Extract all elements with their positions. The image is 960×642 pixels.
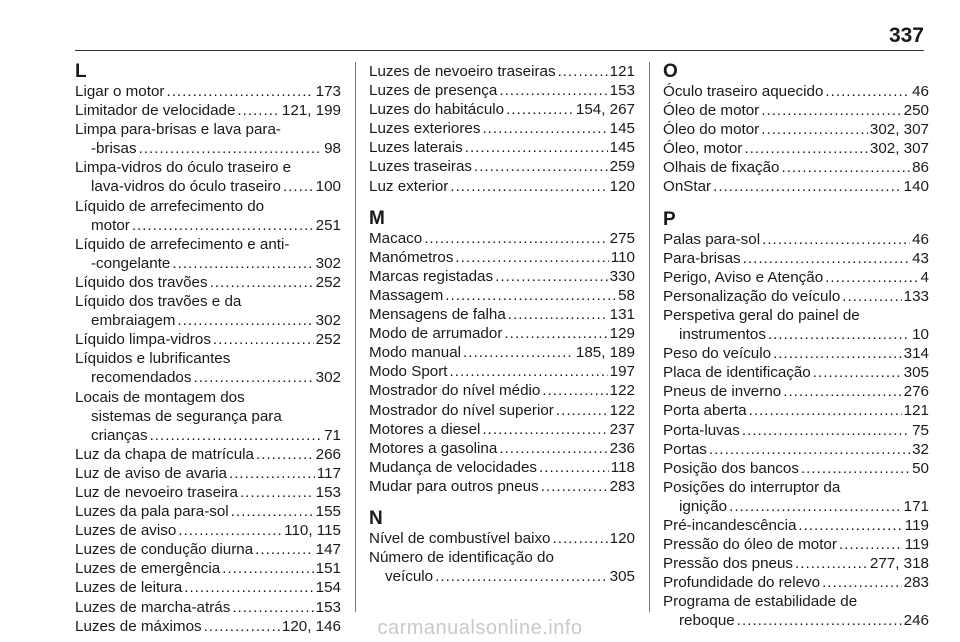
dot-leader bbox=[231, 502, 314, 521]
dot-leader bbox=[825, 268, 918, 287]
index-column-3 bbox=[663, 62, 929, 631]
entry-page-ref: 250 bbox=[903, 102, 929, 120]
entry-page-ref: 153 bbox=[609, 82, 635, 100]
index-entry bbox=[75, 273, 341, 292]
entry-label: Luzes de nevoeiro traseiras bbox=[369, 63, 556, 80]
page-number: 337 bbox=[888, 24, 924, 47]
entry-label: Óculo traseiro aquecido bbox=[663, 83, 824, 100]
entry-page-ref: 173 bbox=[315, 83, 341, 100]
dot-leader bbox=[445, 286, 616, 305]
dot-leader bbox=[773, 344, 902, 363]
entry-label-line: Número de identificação do bbox=[369, 549, 554, 567]
entry-label: Personalização do veículo bbox=[663, 287, 841, 305]
entry-page-ref: 151 bbox=[315, 560, 341, 578]
entry-label-line: sistemas de segurança para bbox=[91, 407, 282, 425]
index-entry bbox=[75, 330, 341, 349]
index-entry bbox=[75, 502, 341, 521]
entry-label: instrumentos bbox=[679, 326, 766, 344]
index-entry bbox=[663, 287, 929, 306]
entry-page-ref: 32 bbox=[912, 440, 929, 458]
entry-label: Luzes traseiras bbox=[369, 158, 472, 176]
entry-page-ref: 154 bbox=[315, 579, 341, 597]
index-entry bbox=[369, 439, 635, 458]
entry-page-ref: 283 bbox=[609, 477, 635, 495]
dot-leader bbox=[744, 139, 868, 158]
entry-page-ref: 121 bbox=[903, 402, 929, 420]
entry-page-ref: 302 bbox=[315, 254, 341, 272]
dot-leader bbox=[801, 459, 910, 478]
dot-leader bbox=[283, 177, 314, 196]
entry-page-ref: 117 bbox=[316, 464, 341, 482]
index-entry bbox=[75, 464, 341, 483]
index-entry bbox=[369, 529, 635, 548]
entry-page-ref: 110 bbox=[610, 248, 635, 266]
index-entry bbox=[369, 305, 635, 324]
dot-leader bbox=[178, 521, 282, 540]
entry-page-ref: 330 bbox=[609, 267, 635, 285]
dot-leader bbox=[504, 324, 607, 343]
entry-label: Luz da chapa de matrícula bbox=[75, 445, 254, 463]
index-entry bbox=[75, 120, 341, 158]
entry-page-ref: 252 bbox=[315, 273, 341, 291]
entry-label: reboque bbox=[679, 612, 735, 630]
index-entry bbox=[369, 420, 635, 439]
index-entry bbox=[369, 267, 635, 286]
dot-leader bbox=[424, 229, 607, 248]
entry-page-ref: 133 bbox=[903, 287, 929, 305]
column-divider bbox=[355, 62, 356, 612]
entry-page-ref: 120, 146 bbox=[281, 617, 341, 635]
entry-label: Pneus de inverno bbox=[663, 383, 782, 401]
entry-page-ref: 302, 307 bbox=[869, 121, 929, 139]
entry-label: Profundidade do relevo bbox=[663, 574, 821, 592]
entry-page-ref: 145 bbox=[609, 120, 635, 138]
index-entry bbox=[369, 138, 635, 157]
dot-leader bbox=[729, 497, 902, 516]
entry-label: Pré-incandescência bbox=[663, 516, 797, 534]
entry-label: Luzes laterais bbox=[369, 139, 463, 157]
entry-label-line: Locais de montagem dos bbox=[75, 388, 245, 406]
index-entry bbox=[663, 101, 929, 120]
entry-page-ref: 302 bbox=[315, 312, 341, 330]
entry-label-line: Limpa para-brisas e lava para- bbox=[75, 121, 281, 139]
index-entry bbox=[369, 100, 635, 119]
index-entry bbox=[663, 344, 929, 363]
dot-leader bbox=[237, 101, 279, 120]
entry-page-ref: 275 bbox=[609, 229, 635, 247]
entry-page-ref: 10 bbox=[912, 326, 929, 344]
index-entry bbox=[663, 535, 929, 554]
entry-label: Manómetros bbox=[369, 248, 454, 266]
dot-leader bbox=[713, 177, 902, 196]
index-entry bbox=[75, 197, 341, 235]
entry-label-line: Perspetiva geral do painel de bbox=[663, 306, 860, 324]
dot-leader bbox=[761, 101, 901, 120]
index-column-2 bbox=[369, 62, 635, 586]
entry-label: Peso do veículo bbox=[663, 345, 772, 363]
entry-page-ref: 246 bbox=[903, 612, 929, 630]
entry-page-ref: 277, 318 bbox=[869, 555, 929, 573]
entry-label: Óleo de motor bbox=[663, 102, 760, 120]
dot-leader bbox=[553, 529, 608, 548]
dot-leader bbox=[762, 230, 910, 249]
dot-leader bbox=[539, 458, 609, 477]
dot-leader bbox=[768, 325, 910, 344]
index-entry bbox=[75, 540, 341, 559]
entry-label: Mudança de velocidades bbox=[369, 458, 538, 476]
index-entry bbox=[369, 381, 635, 400]
dot-leader bbox=[184, 578, 313, 597]
entry-label: Luzes exteriores bbox=[369, 120, 481, 138]
index-entry bbox=[369, 548, 635, 586]
entry-label: Mensagens de falha bbox=[369, 306, 506, 324]
index-entry bbox=[369, 286, 635, 305]
dot-leader bbox=[783, 382, 901, 401]
entry-label: Mudar para outros pneus bbox=[369, 477, 539, 495]
entry-page-ref: 153 bbox=[315, 598, 341, 616]
index-entry bbox=[369, 401, 635, 420]
index-entry bbox=[369, 324, 635, 343]
entry-page-ref: 121 bbox=[609, 63, 635, 80]
index-entry bbox=[663, 306, 929, 344]
entry-page-ref: 302, 307 bbox=[869, 140, 929, 158]
entry-page-ref: 140 bbox=[903, 178, 929, 196]
index-entry bbox=[663, 120, 929, 139]
entry-label: Mostrador do nível médio bbox=[369, 382, 541, 400]
entry-page-ref: 155 bbox=[315, 503, 341, 521]
dot-leader bbox=[166, 82, 313, 101]
index-entry bbox=[663, 230, 929, 249]
index-entry bbox=[75, 101, 341, 120]
entry-page-ref: 86 bbox=[912, 159, 929, 177]
entry-page-ref: 236 bbox=[609, 439, 635, 457]
dot-leader bbox=[172, 254, 313, 273]
index-entry bbox=[663, 382, 929, 401]
entry-label: Luz de nevoeiro traseira bbox=[75, 483, 238, 501]
entry-page-ref: 131 bbox=[609, 306, 635, 324]
entry-label-line: Líquido de arrefecimento e anti- bbox=[75, 235, 290, 253]
entry-label: Porta-luvas bbox=[663, 421, 740, 439]
dot-leader bbox=[193, 368, 313, 387]
dot-leader bbox=[450, 362, 608, 381]
dot-leader bbox=[822, 573, 902, 592]
dot-leader bbox=[222, 559, 313, 578]
entry-label: Luzes de máximos bbox=[75, 617, 202, 635]
entry-page-ref: 252 bbox=[315, 331, 341, 349]
entry-label: Placa de identificação bbox=[663, 364, 811, 382]
section-letter: O bbox=[663, 61, 678, 82]
entry-page-ref: 43 bbox=[912, 249, 929, 267]
section-letter: N bbox=[369, 507, 383, 529]
dot-leader bbox=[798, 516, 902, 535]
entry-label: Motores a diesel bbox=[369, 420, 481, 438]
entry-page-ref: 302 bbox=[315, 369, 341, 387]
dot-leader bbox=[177, 311, 313, 330]
index-entry bbox=[75, 349, 341, 387]
entry-label-line: Limpa-vidros do óculo traseiro e bbox=[75, 159, 292, 177]
entry-page-ref: 50 bbox=[912, 459, 929, 477]
watermark: carmanualsonline.info bbox=[377, 617, 583, 639]
section-letter: L bbox=[75, 61, 87, 82]
entry-page-ref: 58 bbox=[618, 286, 635, 304]
entry-page-ref: 122 bbox=[609, 382, 635, 400]
entry-page-ref: 197 bbox=[609, 363, 635, 381]
dot-leader bbox=[463, 343, 574, 362]
dot-leader bbox=[795, 554, 868, 573]
index-entry bbox=[75, 559, 341, 578]
entry-label: motor bbox=[91, 216, 130, 234]
entry-page-ref: 75 bbox=[912, 421, 929, 439]
dot-leader bbox=[558, 62, 608, 81]
index-entry bbox=[369, 362, 635, 381]
dot-leader bbox=[556, 401, 608, 420]
entry-label: Modo de arrumador bbox=[369, 325, 503, 343]
dot-leader bbox=[742, 421, 910, 440]
entry-label: OnStar bbox=[663, 178, 712, 196]
dot-leader bbox=[450, 177, 607, 196]
entry-page-ref: 100 bbox=[315, 178, 341, 196]
entry-label: -brisas bbox=[91, 140, 137, 158]
dot-leader bbox=[150, 426, 323, 445]
entry-label: Luzes de aviso bbox=[75, 522, 177, 540]
entry-label: ignição bbox=[679, 497, 728, 515]
entry-label-line: Programa de estabilidade de bbox=[663, 593, 858, 611]
entry-page-ref: 237 bbox=[609, 420, 635, 438]
entry-page-ref: 120 bbox=[609, 529, 635, 547]
dot-leader bbox=[506, 100, 574, 119]
entry-label-line: Líquido de arrefecimento do bbox=[75, 197, 265, 215]
column-divider bbox=[649, 62, 650, 612]
dot-leader bbox=[709, 440, 910, 459]
dot-leader bbox=[240, 483, 314, 502]
entry-label: Massagem bbox=[369, 286, 444, 304]
entry-label: embraiagem bbox=[91, 312, 176, 330]
entry-page-ref: 259 bbox=[609, 158, 635, 176]
entry-page-ref: 71 bbox=[324, 426, 341, 444]
entry-label: Olhais de fixação bbox=[663, 159, 780, 177]
entry-label: Luz de aviso de avaria bbox=[75, 464, 227, 482]
dot-leader bbox=[541, 477, 608, 496]
index-entry bbox=[369, 229, 635, 248]
dot-leader bbox=[455, 248, 608, 267]
index-entry bbox=[369, 81, 635, 100]
entry-label: Líquido dos travões bbox=[75, 273, 208, 291]
index-entry bbox=[663, 82, 929, 101]
index-entry bbox=[663, 478, 929, 516]
entry-label: Luzes da pala para-sol bbox=[75, 503, 229, 521]
dot-leader bbox=[782, 158, 911, 177]
entry-label: Luzes do habitáculo bbox=[369, 101, 505, 119]
entry-page-ref: 251 bbox=[315, 216, 341, 234]
dot-leader bbox=[749, 401, 902, 420]
dot-leader bbox=[256, 445, 314, 464]
entry-label: -congelante bbox=[91, 254, 171, 272]
entry-label: Porta aberta bbox=[663, 402, 747, 420]
index-entry bbox=[369, 157, 635, 176]
entry-page-ref: 154, 267 bbox=[575, 101, 635, 119]
index-entry bbox=[663, 268, 929, 287]
index-entry bbox=[369, 177, 635, 196]
index-entry bbox=[75, 598, 341, 617]
index-entry bbox=[663, 158, 929, 177]
dot-leader bbox=[482, 119, 607, 138]
index-entry bbox=[663, 554, 929, 573]
entry-label: Pressão do óleo de motor bbox=[663, 536, 837, 554]
entry-label: Palas para-sol bbox=[663, 230, 761, 248]
entry-page-ref: 129 bbox=[609, 325, 635, 343]
index-entry bbox=[663, 177, 929, 196]
index-entry bbox=[75, 578, 341, 597]
index-entry bbox=[663, 363, 929, 382]
entry-label: Luzes de leitura bbox=[75, 579, 183, 597]
entry-label: Marcas registadas bbox=[369, 267, 494, 285]
entry-page-ref: 119 bbox=[904, 536, 929, 554]
dot-leader bbox=[435, 567, 608, 586]
entry-page-ref: 122 bbox=[609, 401, 635, 419]
entry-label: lava-vidros do óculo traseiro bbox=[91, 178, 281, 196]
entry-page-ref: 314 bbox=[903, 345, 929, 363]
index-entry bbox=[663, 440, 929, 459]
entry-page-ref: 153 bbox=[315, 483, 341, 501]
header-rule bbox=[75, 50, 924, 51]
dot-leader bbox=[139, 139, 323, 158]
entry-label: Mostrador do nível superior bbox=[369, 401, 554, 419]
dot-leader bbox=[229, 464, 315, 483]
entry-label: Limitador de velocidade bbox=[75, 102, 236, 120]
index-entry bbox=[75, 445, 341, 464]
dot-leader bbox=[743, 249, 910, 268]
section-letter: M bbox=[369, 207, 385, 229]
index-entry bbox=[75, 388, 341, 445]
entry-page-ref: 121, 199 bbox=[281, 102, 341, 120]
dot-leader bbox=[465, 138, 608, 157]
index-entry bbox=[75, 82, 341, 101]
dot-leader bbox=[839, 535, 903, 554]
index-entry bbox=[75, 158, 341, 196]
entry-label: Nível de combustível baixo bbox=[369, 529, 551, 547]
index-entry bbox=[663, 573, 929, 592]
entry-page-ref: 145 bbox=[609, 139, 635, 157]
entry-label: Líquido limpa-vidros bbox=[75, 331, 211, 349]
dot-leader bbox=[761, 120, 868, 139]
entry-label: Motores a gasolina bbox=[369, 439, 498, 457]
dot-leader bbox=[842, 287, 901, 306]
entry-label: Luzes de presença bbox=[369, 82, 498, 100]
dot-leader bbox=[213, 330, 314, 349]
dot-leader bbox=[499, 439, 607, 458]
index-entry bbox=[663, 401, 929, 420]
entry-label-line: Posições do interruptor da bbox=[663, 478, 841, 496]
index-entry bbox=[369, 119, 635, 138]
entry-label: Óleo, motor bbox=[663, 140, 743, 158]
entry-page-ref: 119 bbox=[904, 516, 929, 534]
entry-label: Luzes de condução diurna bbox=[75, 541, 254, 559]
entry-page-ref: 305 bbox=[903, 364, 929, 382]
index-entry bbox=[369, 248, 635, 267]
dot-leader bbox=[495, 267, 608, 286]
dot-leader bbox=[210, 273, 314, 292]
dot-leader bbox=[825, 82, 910, 101]
index-entry bbox=[369, 458, 635, 477]
entry-label-line: Líquidos e lubrificantes bbox=[75, 350, 231, 368]
index-entry bbox=[663, 459, 929, 478]
entry-label: Macaco bbox=[369, 229, 423, 247]
index-entry bbox=[75, 483, 341, 502]
entry-page-ref: 171 bbox=[903, 497, 929, 515]
dot-leader bbox=[132, 216, 314, 235]
dot-leader bbox=[255, 540, 313, 559]
entry-page-ref: 46 bbox=[912, 83, 929, 100]
entry-label: Modo manual bbox=[369, 344, 462, 362]
entry-label-line: Líquido dos travões e da bbox=[75, 293, 242, 311]
dot-leader bbox=[232, 598, 313, 617]
dot-leader bbox=[482, 420, 607, 439]
entry-label: Posição dos bancos bbox=[663, 459, 799, 477]
dot-leader bbox=[474, 157, 608, 176]
entry-page-ref: 98 bbox=[324, 140, 341, 158]
index-entry bbox=[75, 235, 341, 273]
entry-label: Ligar o motor bbox=[75, 83, 165, 100]
dot-leader bbox=[499, 81, 607, 100]
index-entry bbox=[369, 62, 635, 81]
entry-page-ref: 110, 115 bbox=[284, 522, 341, 540]
entry-page-ref: 276 bbox=[903, 383, 929, 401]
entry-page-ref: 120 bbox=[609, 177, 635, 195]
index-entry bbox=[369, 477, 635, 496]
dot-leader bbox=[813, 363, 902, 382]
entry-page-ref: 266 bbox=[315, 445, 341, 463]
entry-page-ref: 4 bbox=[920, 268, 929, 286]
index-entry bbox=[663, 516, 929, 535]
entry-label: Para-brisas bbox=[663, 249, 741, 267]
entry-label: Perigo, Aviso e Atenção bbox=[663, 268, 824, 286]
entry-label: Portas bbox=[663, 440, 707, 458]
dot-leader bbox=[542, 381, 607, 400]
dot-leader bbox=[508, 305, 608, 324]
entry-label: recomendados bbox=[91, 369, 192, 387]
entry-label: Luz exterior bbox=[369, 177, 449, 195]
section-letter: P bbox=[663, 208, 676, 230]
entry-label: Óleo do motor bbox=[663, 121, 760, 139]
index-entry bbox=[663, 139, 929, 158]
index-entry bbox=[663, 249, 929, 268]
index-entry bbox=[75, 521, 341, 540]
entry-page-ref: 147 bbox=[315, 541, 341, 559]
entry-label: Luzes de emergência bbox=[75, 560, 221, 578]
entry-page-ref: 305 bbox=[609, 568, 635, 586]
entry-label: Pressão dos pneus bbox=[663, 555, 794, 573]
entry-label: Modo Sport bbox=[369, 363, 448, 381]
entry-label: crianças bbox=[91, 426, 148, 444]
index-entry bbox=[75, 292, 341, 330]
index-entry bbox=[663, 421, 929, 440]
entry-page-ref: 118 bbox=[610, 458, 635, 476]
entry-page-ref: 185, 189 bbox=[575, 344, 635, 362]
entry-label: Luzes de marcha-atrás bbox=[75, 598, 231, 616]
entry-label: veículo bbox=[385, 568, 434, 586]
entry-page-ref: 283 bbox=[903, 574, 929, 592]
index-entry bbox=[369, 343, 635, 362]
index-column-1 bbox=[75, 62, 341, 636]
entry-page-ref: 46 bbox=[912, 230, 929, 248]
